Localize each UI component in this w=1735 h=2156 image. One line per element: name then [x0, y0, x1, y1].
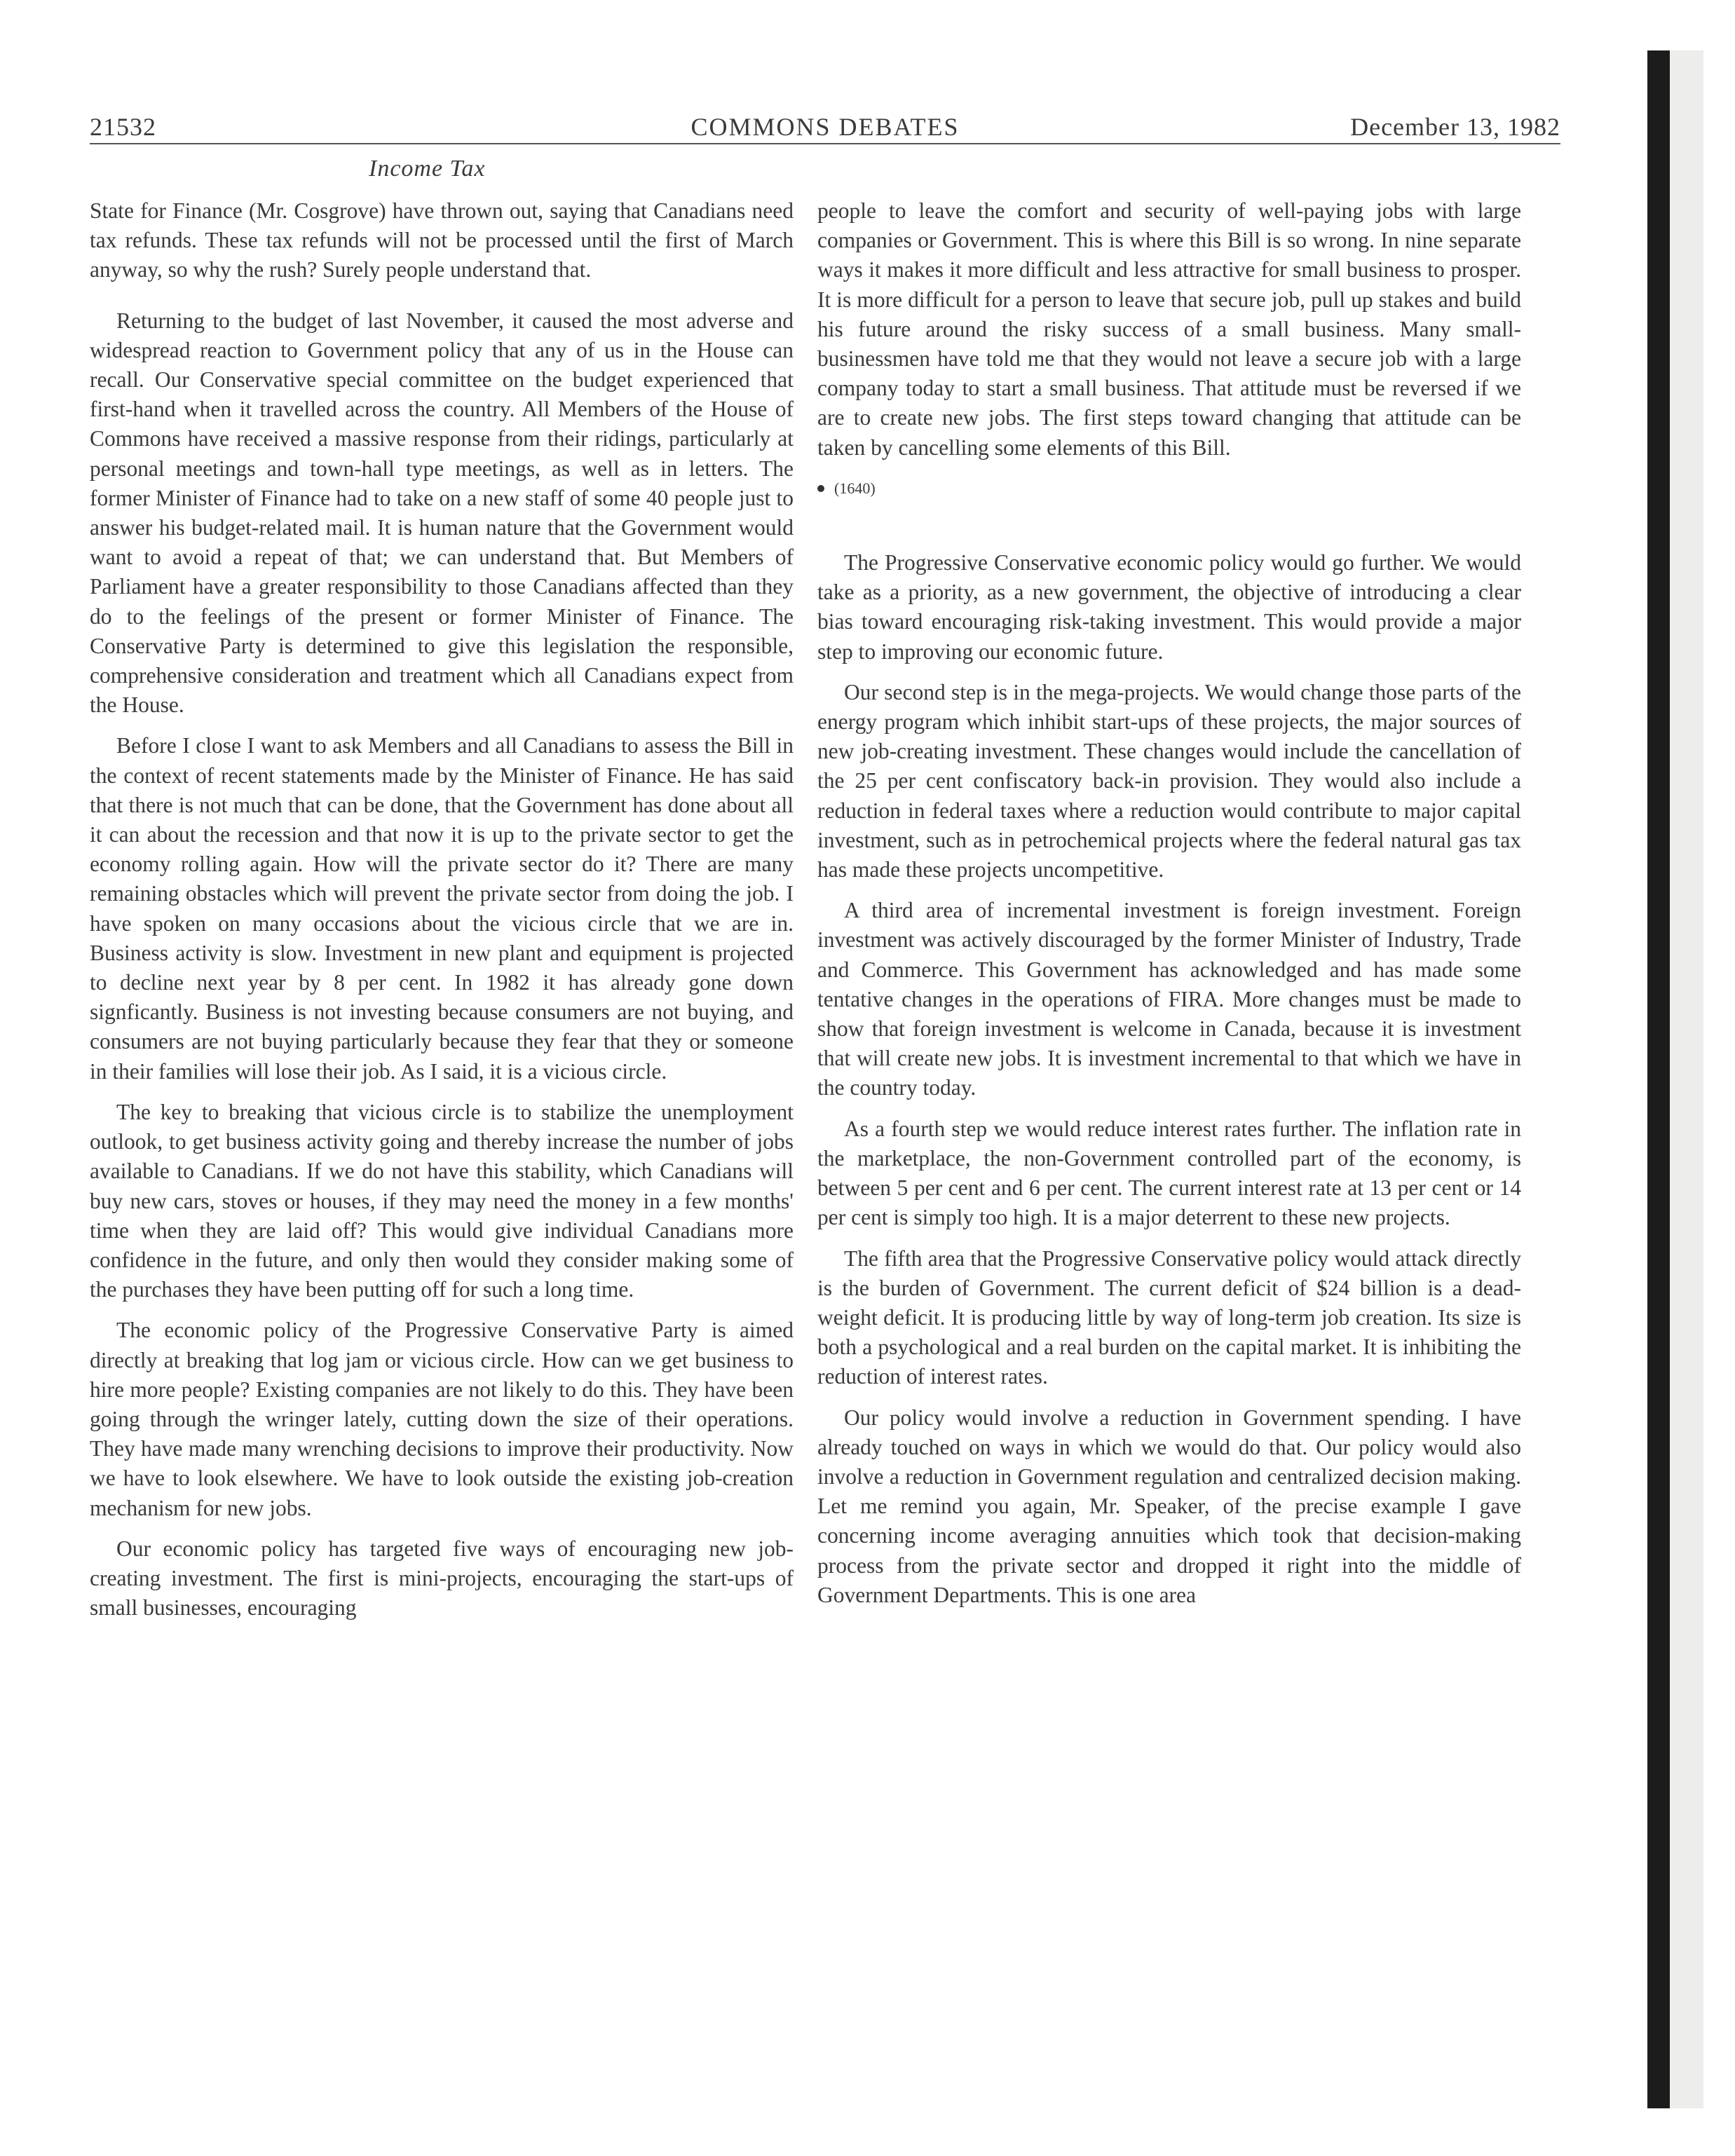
- paragraph: The fifth area that the Progressive Conservative policy would attack directly is the burden of Government. The current deficit of $24 billion is a dead-weight deficit. It is producing little by way of long-term job creation. Its size is both a psychological and a real burden on the capital market. It is inhibiting the reduction of interest rates.: [817, 1246, 1521, 1389]
- paragraph: people to leave the comfort and security of well-paying jobs with large companies or Government. This is where this Bill is so wrong. In nine separate ways it makes it more difficult and less attractive for small business to prosper. It is more difficult for a person to leave that secure job, pull up stakes and build his future around the risky success of a small business. Many small-businessmen have told me that they would not leave a secure job with a large company today to start a small business. That attitude must be reversed if we are to create new jobs. The first steps toward changing that attitude can be taken by cancelling some elements of this Bill.: [817, 198, 1521, 460]
- page-number: 21532: [90, 113, 156, 141]
- paragraph: Returning to the budget of last November, it caused the most adverse and widespread reaction to Government policy that any of us in the House can recall. Our Conservative special committee on the budget experienced that first-hand when it travelled across the country. All Members of the House of Commons have received a massive response from their ridings, particularly at personal meetings and town-hall type meetings, as well as in letters. The former Minister of Finance had to take on a new staff of some 40 people just to answer his budget-related mail. It is human nature that the Government would want to avoid a repeat of that; we can understand that. But Members of Parliament have a greater responsibility to those Canadians affected than they do to the feelings of the present or former Minister of Finance. The Conservative Party is determined to give this legislation the responsible, comprehensive consideration and treatment which all Canadians expect from the House.: [90, 308, 794, 718]
- right-column: [817, 196, 1521, 1621]
- time-marker-label: (1640): [834, 479, 876, 497]
- paragraph: Before I close I want to ask Members and all Canadians to assess the Bill in the context of recent statements made by the Minister of Finance. He has said that there is not much that can be done, that the Government has done about all it can about the recession and that now it is up to the private sector to get the economy rolling again. How will the private sector do it? There are many remaining obstacles which will prevent the private sector from doing the job. I have spoken on many occasions about the vicious circle that we are in. Business activity is slow. Investment in new plant and equipment is projected to decline next year by 8 per cent. In 1982 it has already gone down signficantly. Business is not investing because consumers are not buying, and consumers are not buying particularly because they fear that they or someone in their families will lose their job. As I said, it is a vicious circle.: [90, 733, 794, 1084]
- paragraph: A third area of incremental investment is foreign investment. Foreign investment was actively discouraged by the former Minister of Industry, Trade and Commerce. This Government has acknowledged and has made some tentative changes in the operations of FIRA. More changes must be made to show that foreign investment is welcome in Canada, because it is investment that will create new jobs. It is investment incremental to that which we have in the country today.: [817, 898, 1521, 1100]
- paragraph: The Progressive Conservative economic policy would go further. We would take as a priority, as a new government, the objective of introducing a clear bias toward encouraging risk-taking investment. This would provide a major step to improving our economic future.: [817, 550, 1521, 664]
- bullet-icon: [817, 485, 824, 492]
- header-date: December 13, 1982: [1350, 113, 1560, 141]
- running-header: [90, 112, 1560, 146]
- time-marker: [817, 474, 1521, 503]
- scan-edge-bar: [1647, 50, 1670, 2108]
- subject-heading: Income Tax: [369, 156, 486, 182]
- publication-title: COMMONS DEBATES: [690, 113, 960, 141]
- paragraph: As a fourth step we would reduce interest rates further. The inflation rate in the marketplace, the non-Government controlled part of the economy, is between 5 per cent and 6 per cent. The current interest rate at 13 per cent or 14 per cent is simply too high. It is a major deterrent to these new projects.: [817, 1116, 1521, 1230]
- paragraph: Our economic policy has targeted five ways of encouraging new job-creating investment. The first is mini-projects, encouraging the start-ups of small businesses, encouraging: [90, 1536, 794, 1621]
- paragraph: The key to breaking that vicious circle is to stabilize the unemployment outlook, to get business activity going and thereby increase the number of jobs available to Canadians. If we do not have this stability, which Canadians will buy new cars, stoves or houses, if they may need the money in a few months' time when they are laid off? This would give individual Canadians more confidence in the future, and only then would they consider making some of the purchases they have been putting off for such a long time.: [90, 1099, 794, 1302]
- left-column: [90, 196, 794, 1634]
- paragraph: Our second step is in the mega-projects. We would change those parts of the energy program which inhibit start-ups of these projects, the major sources of new job-creating investment. These changes would include the cancellation of the 25 per cent confiscatory back-in provision. They would also include a reduction in federal taxes where a reduction would contribute to major capital investment, such as in petrochemical projects where the federal natural gas tax has made these projects uncompetitive.: [817, 679, 1521, 882]
- paragraph: State for Finance (Mr. Cosgrove) have thrown out, saying that Canadians need tax refunds. These tax refunds will not be processed until the first of March anyway, so why the rush? Surely people understand that.: [90, 198, 794, 282]
- paragraph: The economic policy of the Progressive Conservative Party is aimed directly at breaking that log jam or vicious circle. How can we get business to hire more people? Existing companies are not likely to do this. They have been going through the wringer lately, cutting down the size of their operations. They have made many wrenching decisions to improve their productivity. Now we have to look elsewhere. We have to look outside the existing job-creation mechanism for new jobs.: [90, 1318, 794, 1520]
- header-rule: [90, 143, 1560, 144]
- paragraph: Our policy would involve a reduction in Government spending. I have already touched on ways in which we would do that. Our policy would also involve a reduction in Government regulation and centralized decision making. Let me remind you again, Mr. Speaker, of the precise example I gave concerning income averaging annuities which took that decision-making process from the private sector and dropped it right into the middle of Government Departments. This is one area: [817, 1405, 1521, 1607]
